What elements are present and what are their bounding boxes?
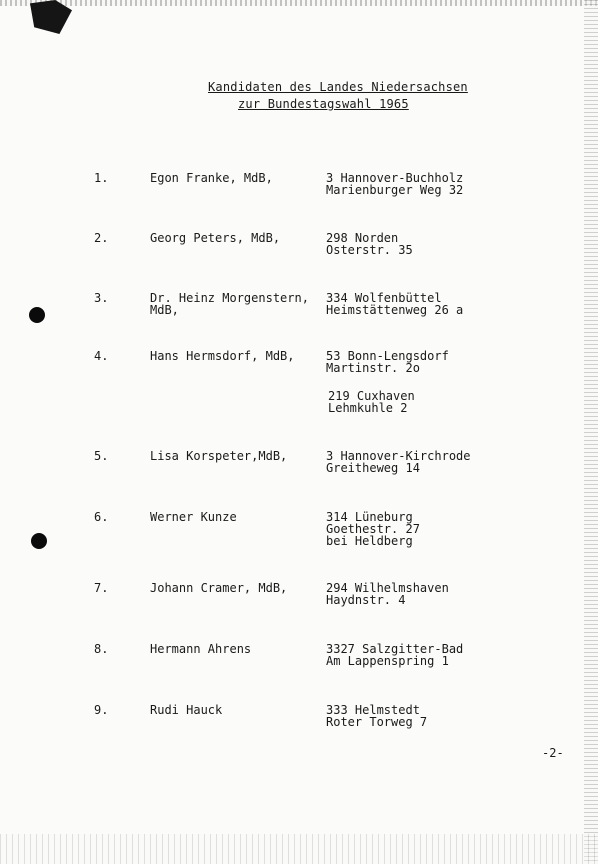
- candidate-address: 3327 Salzgitter-Bad Am Lappenspring 1: [326, 642, 464, 668]
- candidate-number: 6.: [94, 510, 109, 524]
- candidate-address: 53 Bonn-Lengsdorf Martinstr. 2o: [326, 349, 449, 375]
- candidate-name: Rudi Hauck: [150, 703, 223, 717]
- candidate-name: Georg Peters, MdB,: [150, 231, 281, 245]
- candidate-number: 1.: [94, 171, 109, 185]
- photocopy-edge-top: [0, 0, 598, 6]
- candidate-number: 7.: [94, 581, 109, 595]
- punch-hole: [29, 307, 45, 323]
- candidate-address-secondary: 219 Cuxhaven Lehmkuhle 2: [328, 389, 415, 415]
- candidate-address: 298 Norden Osterstr. 35: [326, 231, 413, 257]
- candidate-number: 8.: [94, 642, 109, 656]
- candidate-name: Egon Franke, MdB,: [150, 171, 273, 185]
- document-title: Kandidaten des Landes Niedersachsen: [208, 80, 468, 94]
- candidate-address: 314 Lüneburg Goethestr. 27 bei Heldberg: [326, 510, 420, 548]
- page-number: -2-: [542, 746, 564, 760]
- candidate-number: 5.: [94, 449, 109, 463]
- candidate-address: 333 Helmstedt Roter Torweg 7: [326, 703, 428, 729]
- candidate-address: 334 Wolfenbüttel Heimstättenweg 26 a: [326, 291, 464, 317]
- photocopy-edge-right: [584, 0, 598, 864]
- candidate-name: Lisa Korspeter,MdB,: [150, 449, 288, 463]
- candidate-name: Johann Cramer, MdB,: [150, 581, 288, 595]
- candidate-name: Dr. Heinz Morgenstern, MdB,: [150, 291, 309, 317]
- candidate-number: 2.: [94, 231, 109, 245]
- candidate-number: 3.: [94, 291, 109, 305]
- document-subtitle: zur Bundestagswahl 1965: [238, 97, 409, 111]
- candidate-name: Hans Hermsdorf, MdB,: [150, 349, 295, 363]
- candidate-number: 9.: [94, 703, 109, 717]
- candidate-address: 294 Wilhelmshaven Haydnstr. 4: [326, 581, 449, 607]
- candidate-name: Werner Kunze: [150, 510, 237, 524]
- punch-hole: [31, 533, 47, 549]
- candidate-number: 4.: [94, 349, 109, 363]
- candidate-address: 3 Hannover-Buchholz Marienburger Weg 32: [326, 171, 464, 197]
- candidate-address: 3 Hannover-Kirchrode Greitheweg 14: [326, 449, 471, 475]
- photocopy-edge-bottom: [0, 834, 598, 864]
- candidate-name: Hermann Ahrens: [150, 642, 252, 656]
